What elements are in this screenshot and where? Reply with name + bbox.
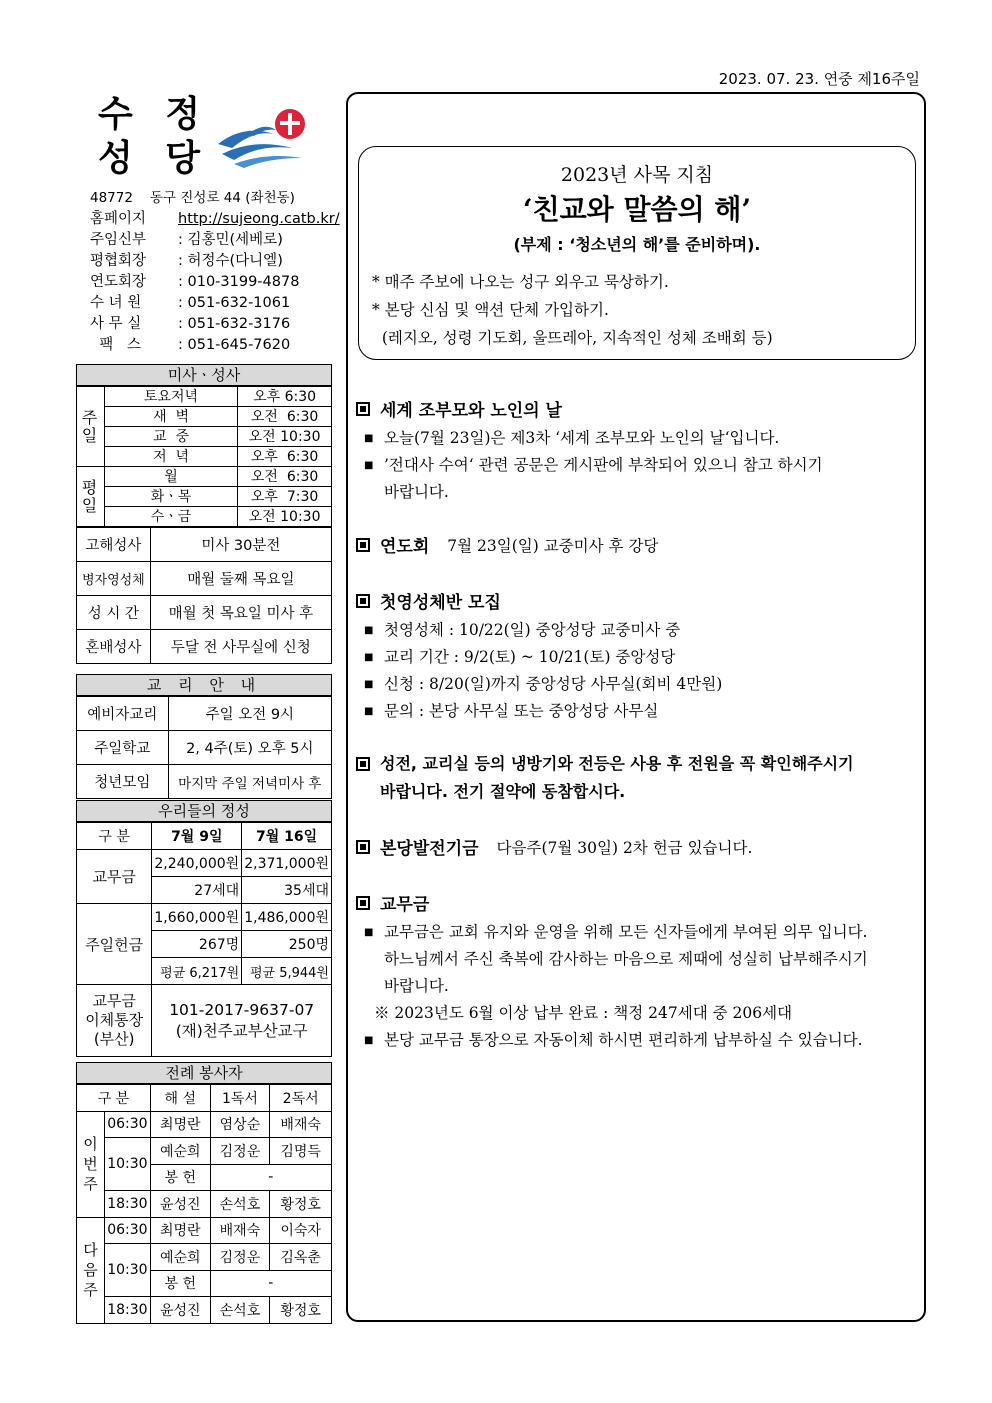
table-row — [77, 596, 332, 630]
square-bullet-icon: ■ — [364, 625, 374, 636]
liturgy-time: 18:30 — [104, 1191, 150, 1218]
table-row — [77, 904, 332, 931]
notice-heading — [356, 532, 922, 557]
contact-key: 연도회장 — [90, 274, 147, 290]
contact-row — [90, 335, 340, 356]
liturgy-name: 황정호 — [270, 1191, 332, 1218]
dues-value: 35세대 — [242, 877, 332, 904]
table-row — [77, 1138, 332, 1165]
homepage-label: 홈페이지 — [90, 211, 147, 227]
liturgy-name: 배재숙 — [210, 1217, 270, 1244]
notice-energy-saving — [356, 750, 922, 806]
liturgy-name: 윤성진 — [150, 1191, 210, 1218]
mass-time: 오후 7:30 — [238, 487, 332, 507]
parish-name-line1: 수 정 — [98, 93, 211, 135]
square-bullet-icon — [356, 538, 370, 552]
liturgy-name: 봉 헌 — [150, 1270, 210, 1297]
notice-text-cont: 하느님께서 주신 축복에 감사하는 마음으로 제때에 성실히 납부해주시기 — [384, 950, 868, 968]
liturgy-name: 김옥춘 — [270, 1244, 332, 1271]
liturgy-header: 1독서 — [210, 1085, 270, 1112]
square-bullet-icon — [356, 840, 370, 854]
notice-development-fund — [356, 834, 922, 859]
notice-bullet — [356, 425, 922, 452]
dues-value: 27세대 — [152, 877, 242, 904]
mass-time: 오후 6:30 — [238, 447, 332, 467]
liturgy-time: 18:30 — [104, 1297, 150, 1324]
liturgy-name: 황정호 — [270, 1297, 332, 1324]
liturgy-name: 김정운 — [210, 1244, 270, 1271]
mass-name: 새 벽 — [104, 407, 237, 427]
contact-key: 평협회장 — [90, 253, 147, 269]
sacrament-name: 고해성사 — [77, 528, 151, 562]
offering-value: 250명 — [242, 931, 332, 958]
address: 동구 진성로 44 (좌천동) — [150, 190, 295, 206]
offering-section-title: 우리들의 정성 — [76, 800, 332, 822]
account-label: 교무금 이체통장 (부산) — [77, 985, 152, 1057]
mass-time: 오전 10:30 — [238, 427, 332, 447]
table-row — [77, 528, 332, 562]
square-bullet-icon — [356, 757, 370, 771]
homepage-link[interactable]: http://sujeong.catb.kr/ — [178, 211, 340, 227]
education-name: 예비자교리 — [77, 697, 169, 731]
liturgy-time: 06:30 — [104, 1217, 150, 1244]
notice-bullet — [356, 671, 922, 698]
contact-key: 팩 스 — [90, 337, 142, 353]
mass-name: 화ㆍ목 — [104, 487, 237, 507]
liturgy-name: - — [210, 1270, 331, 1297]
liturgy-section-title: 전례 봉사자 — [76, 1062, 332, 1084]
square-bullet-icon — [356, 402, 370, 416]
account-holder: (재)천주교부산교구 — [175, 1021, 308, 1040]
education-guide — [76, 674, 332, 799]
offering-value: 267명 — [152, 931, 242, 958]
mass-section-title: 미사ㆍ성사 — [76, 364, 332, 386]
offering-value: 1,486,000원 — [242, 904, 332, 931]
offering-table — [76, 822, 332, 1057]
sacrament-table — [76, 527, 332, 664]
contact-key: 사 무 실 — [90, 316, 142, 332]
liturgy-name: - — [210, 1164, 331, 1191]
notice-first-communion — [356, 588, 922, 725]
sacrament-value: 매월 둘째 목요일 — [150, 562, 331, 596]
table-row — [77, 487, 332, 507]
weekday-label: 평 일 — [77, 467, 105, 527]
liturgy-name: 윤성진 — [150, 1297, 210, 1324]
notice-text: 성전, 교리실 등의 냉방기와 전등은 사용 후 전원을 꼭 확인해주시기 — [380, 754, 854, 773]
dues-label: 교무금 — [77, 850, 152, 904]
liturgy-name: 예순희 — [150, 1138, 210, 1165]
notice-title: 연도회 — [380, 537, 430, 557]
contact-key: 주임신부 — [90, 232, 147, 248]
mass-name: 월 — [104, 467, 237, 487]
table-row — [77, 507, 332, 527]
contact-value: : 김홍민(세베로) — [178, 232, 283, 248]
liturgy-time: 06:30 — [104, 1111, 150, 1138]
notice-heading — [356, 890, 922, 915]
education-value: 2, 4주(토) 오후 5시 — [168, 731, 331, 765]
liturgy-name: 염상순 — [210, 1111, 270, 1138]
sacrament-name: 혼배성사 — [77, 630, 151, 664]
notice-bullet — [356, 1027, 922, 1054]
mass-time: 오전 10:30 — [238, 507, 332, 527]
dues-value: 2,240,000원 — [152, 850, 242, 877]
education-name: 청년모임 — [77, 765, 169, 799]
square-bullet-icon: ■ — [364, 433, 374, 444]
liturgy-servers — [76, 1062, 332, 1324]
dues-value: 2,371,000원 — [242, 850, 332, 877]
pastoral-main-theme: ‘친교와 말씀의 해’ — [522, 193, 752, 226]
notice-bullet — [356, 452, 922, 479]
table-row — [77, 1297, 332, 1324]
square-bullet-icon: ■ — [364, 1035, 374, 1046]
square-bullet-icon: ■ — [364, 927, 374, 938]
liturgy-name: 배재숙 — [270, 1111, 332, 1138]
postcode: 48772 — [90, 190, 133, 206]
notice-text-cont: 바랍니다. 전기 절약에 동참합시다. — [380, 782, 626, 801]
liturgy-header: 해 설 — [150, 1085, 210, 1112]
sacrament-value: 두달 전 사무실에 신청 — [150, 630, 331, 664]
parish-info — [90, 188, 340, 356]
notice-text: 본당 교무금 통장으로 자동이체 하시면 편리하게 납부하실 수 있습니다. — [384, 1031, 863, 1049]
sunday-label: 주 일 — [77, 387, 105, 467]
education-section-title: 교 리 안 내 — [76, 674, 332, 696]
notice-grandparents-day — [356, 396, 922, 506]
table-row — [77, 765, 332, 799]
notice-heading — [356, 396, 922, 421]
offering-value: 평균 6,217원 — [152, 958, 242, 985]
table-row — [77, 1111, 332, 1138]
notice-text: 신청 : 8/20(일)까지 중앙성당 사무실(회비 4만원) — [384, 675, 723, 693]
liturgy-time: 10:30 — [104, 1244, 150, 1297]
mass-name: 저 녁 — [104, 447, 237, 467]
liturgy-header: 2독서 — [270, 1085, 332, 1112]
contact-value: : 051-645-7620 — [178, 337, 291, 353]
table-row — [77, 447, 332, 467]
sacrament-name: 성 시 간 — [77, 596, 151, 630]
table-row — [77, 427, 332, 447]
table-row — [77, 407, 332, 427]
contact-value: : 051-632-3176 — [178, 316, 291, 332]
table-row — [77, 850, 332, 877]
contact-row — [90, 293, 340, 314]
mass-name: 토요저녁 — [104, 387, 237, 407]
notice-bullet — [356, 698, 922, 725]
liturgy-time: 10:30 — [104, 1138, 150, 1191]
notice-text: ’전대사 수여‘ 관련 공문은 게시판에 부착되어 있으니 참고 하시기 — [384, 456, 823, 474]
education-name: 주일학교 — [77, 731, 169, 765]
contact-row — [90, 251, 340, 272]
liturgy-name: 김명득 — [270, 1138, 332, 1165]
notice-bullet — [356, 644, 922, 671]
education-value: 주일 오전 9시 — [168, 697, 331, 731]
pastoral-line: (레지오, 성령 기도회, 울뜨레아, 지속적인 성체 조배회 등) — [372, 329, 773, 347]
table-row — [77, 697, 332, 731]
notice-heading — [356, 588, 922, 613]
notice-title: 세계 조부모와 노인의 날 — [380, 401, 562, 421]
notice-text: 다음주(7월 30일) 2차 헌금 있습니다. — [496, 838, 753, 857]
notice-bullet — [356, 919, 922, 946]
notice-text-cont: 바랍니다. — [384, 483, 449, 501]
mass-schedule — [76, 364, 332, 664]
notice-text: 교무금은 교회 유지와 운영을 위해 모든 신자들에게 부여된 의무 입니다. — [384, 923, 868, 941]
notice-heading — [356, 750, 922, 778]
square-bullet-icon: ■ — [364, 679, 374, 690]
account-number: 101-2017-9637-07 — [169, 1000, 315, 1019]
col-date-1: 7월 9일 — [152, 823, 242, 850]
table-row — [77, 467, 332, 487]
parish-name-line2: 성 당 — [98, 137, 211, 179]
notice-bullet — [356, 617, 922, 644]
square-bullet-icon — [356, 594, 370, 608]
offering-value: 평균 5,944원 — [242, 958, 332, 985]
square-bullet-icon: ■ — [364, 460, 374, 471]
pastoral-line: * 본당 신심 및 액션 단체 가입하기. — [372, 301, 609, 319]
liturgy-name: 최명란 — [150, 1217, 210, 1244]
liturgy-name: 손석호 — [210, 1191, 270, 1218]
notice-text: 첫영성체 : 10/22(일) 중앙성당 교중미사 중 — [384, 621, 681, 639]
notice-text: 7월 23일(일) 교중미사 후 강당 — [447, 536, 659, 555]
liturgy-name: 손석호 — [210, 1297, 270, 1324]
notice-text-cont: 바랍니다. — [384, 977, 449, 995]
table-row — [77, 985, 332, 1057]
pastoral-title: 2023년 사목 지침 — [560, 164, 714, 186]
notice-dues-status: ※ 2023년도 6월 이상 납부 완료 : 책정 247세대 중 206세대 — [374, 1004, 793, 1022]
notice-memorial-society — [356, 532, 922, 557]
pastoral-subtitle: (부제 : ‘청소년의 해’를 준비하며). — [513, 235, 761, 254]
mass-name: 교 중 — [104, 427, 237, 447]
table-row — [77, 1244, 332, 1271]
sacrament-name: 병자영성체 — [77, 562, 151, 596]
next-week-label: 다 음 주 — [77, 1217, 105, 1323]
notice-church-dues — [356, 890, 922, 1054]
notice-title: 첫영성체반 모집 — [380, 593, 501, 613]
square-bullet-icon: ■ — [364, 706, 374, 717]
liturgy-header: 구 분 — [77, 1085, 151, 1112]
table-row — [77, 1191, 332, 1218]
parish-logo-icon — [214, 104, 310, 168]
this-week-label: 이 번 주 — [77, 1111, 105, 1217]
col-label: 구 분 — [77, 823, 152, 850]
sunday-offering-label: 주일헌금 — [77, 904, 152, 985]
liturgy-name: 최명란 — [150, 1111, 210, 1138]
contact-row — [90, 272, 340, 293]
mass-table — [76, 386, 332, 527]
homepage-row — [90, 209, 340, 230]
mass-time: 오후 6:30 — [238, 387, 332, 407]
table-row — [77, 562, 332, 596]
education-value: 마지막 주일 저녁미사 후 — [168, 765, 331, 799]
table-row — [77, 387, 332, 407]
table-row — [77, 1217, 332, 1244]
mass-time: 오전 6:30 — [238, 467, 332, 487]
liturgy-name: 봉 헌 — [150, 1164, 210, 1191]
contact-value: : 010-3199-4878 — [178, 274, 300, 290]
sacrament-value: 미사 30분전 — [150, 528, 331, 562]
notice-title: 교무금 — [380, 895, 430, 915]
notice-title: 본당발전기금 — [380, 839, 479, 859]
contact-key: 수 녀 원 — [90, 295, 142, 311]
offering-summary — [76, 800, 332, 1057]
contact-row — [90, 314, 340, 335]
parish-name — [98, 92, 210, 180]
pastoral-line: * 매주 주보에 나오는 성구 외우고 묵상하기. — [372, 273, 669, 291]
contact-value: : 허정수(다니엘) — [178, 253, 283, 269]
notice-text: 문의 : 본당 사무실 또는 중앙성당 사무실 — [384, 702, 659, 720]
liturgy-table — [76, 1084, 332, 1324]
liturgy-name: 예순희 — [150, 1244, 210, 1271]
sacrament-value: 매월 첫 목요일 미사 후 — [150, 596, 331, 630]
contact-row — [90, 230, 340, 251]
notice-text: 교리 기간 : 9/2(토) ~ 10/21(토) 중앙성당 — [384, 648, 676, 666]
mass-name: 수ㆍ금 — [104, 507, 237, 527]
col-date-2: 7월 16일 — [242, 823, 332, 850]
education-table — [76, 696, 332, 799]
notice-text: 오늘(7월 23일)은 제3차 ‘세계 조부모와 노인의 날‘입니다. — [384, 429, 780, 447]
bulletin-date: 2023. 07. 23. 연중 제16주일 — [718, 70, 920, 88]
account-info — [152, 985, 332, 1057]
table-row — [77, 1085, 332, 1112]
table-row — [77, 630, 332, 664]
table-row — [77, 823, 332, 850]
liturgy-name: 김정운 — [210, 1138, 270, 1165]
offering-value: 1,660,000원 — [152, 904, 242, 931]
contact-value: : 051-632-1061 — [178, 295, 291, 311]
liturgy-name: 이숙자 — [270, 1217, 332, 1244]
square-bullet-icon: ■ — [364, 652, 374, 663]
table-row — [77, 731, 332, 765]
notice-heading — [356, 834, 922, 859]
parish-address — [90, 188, 340, 209]
mass-time: 오전 6:30 — [238, 407, 332, 427]
square-bullet-icon — [356, 896, 370, 910]
